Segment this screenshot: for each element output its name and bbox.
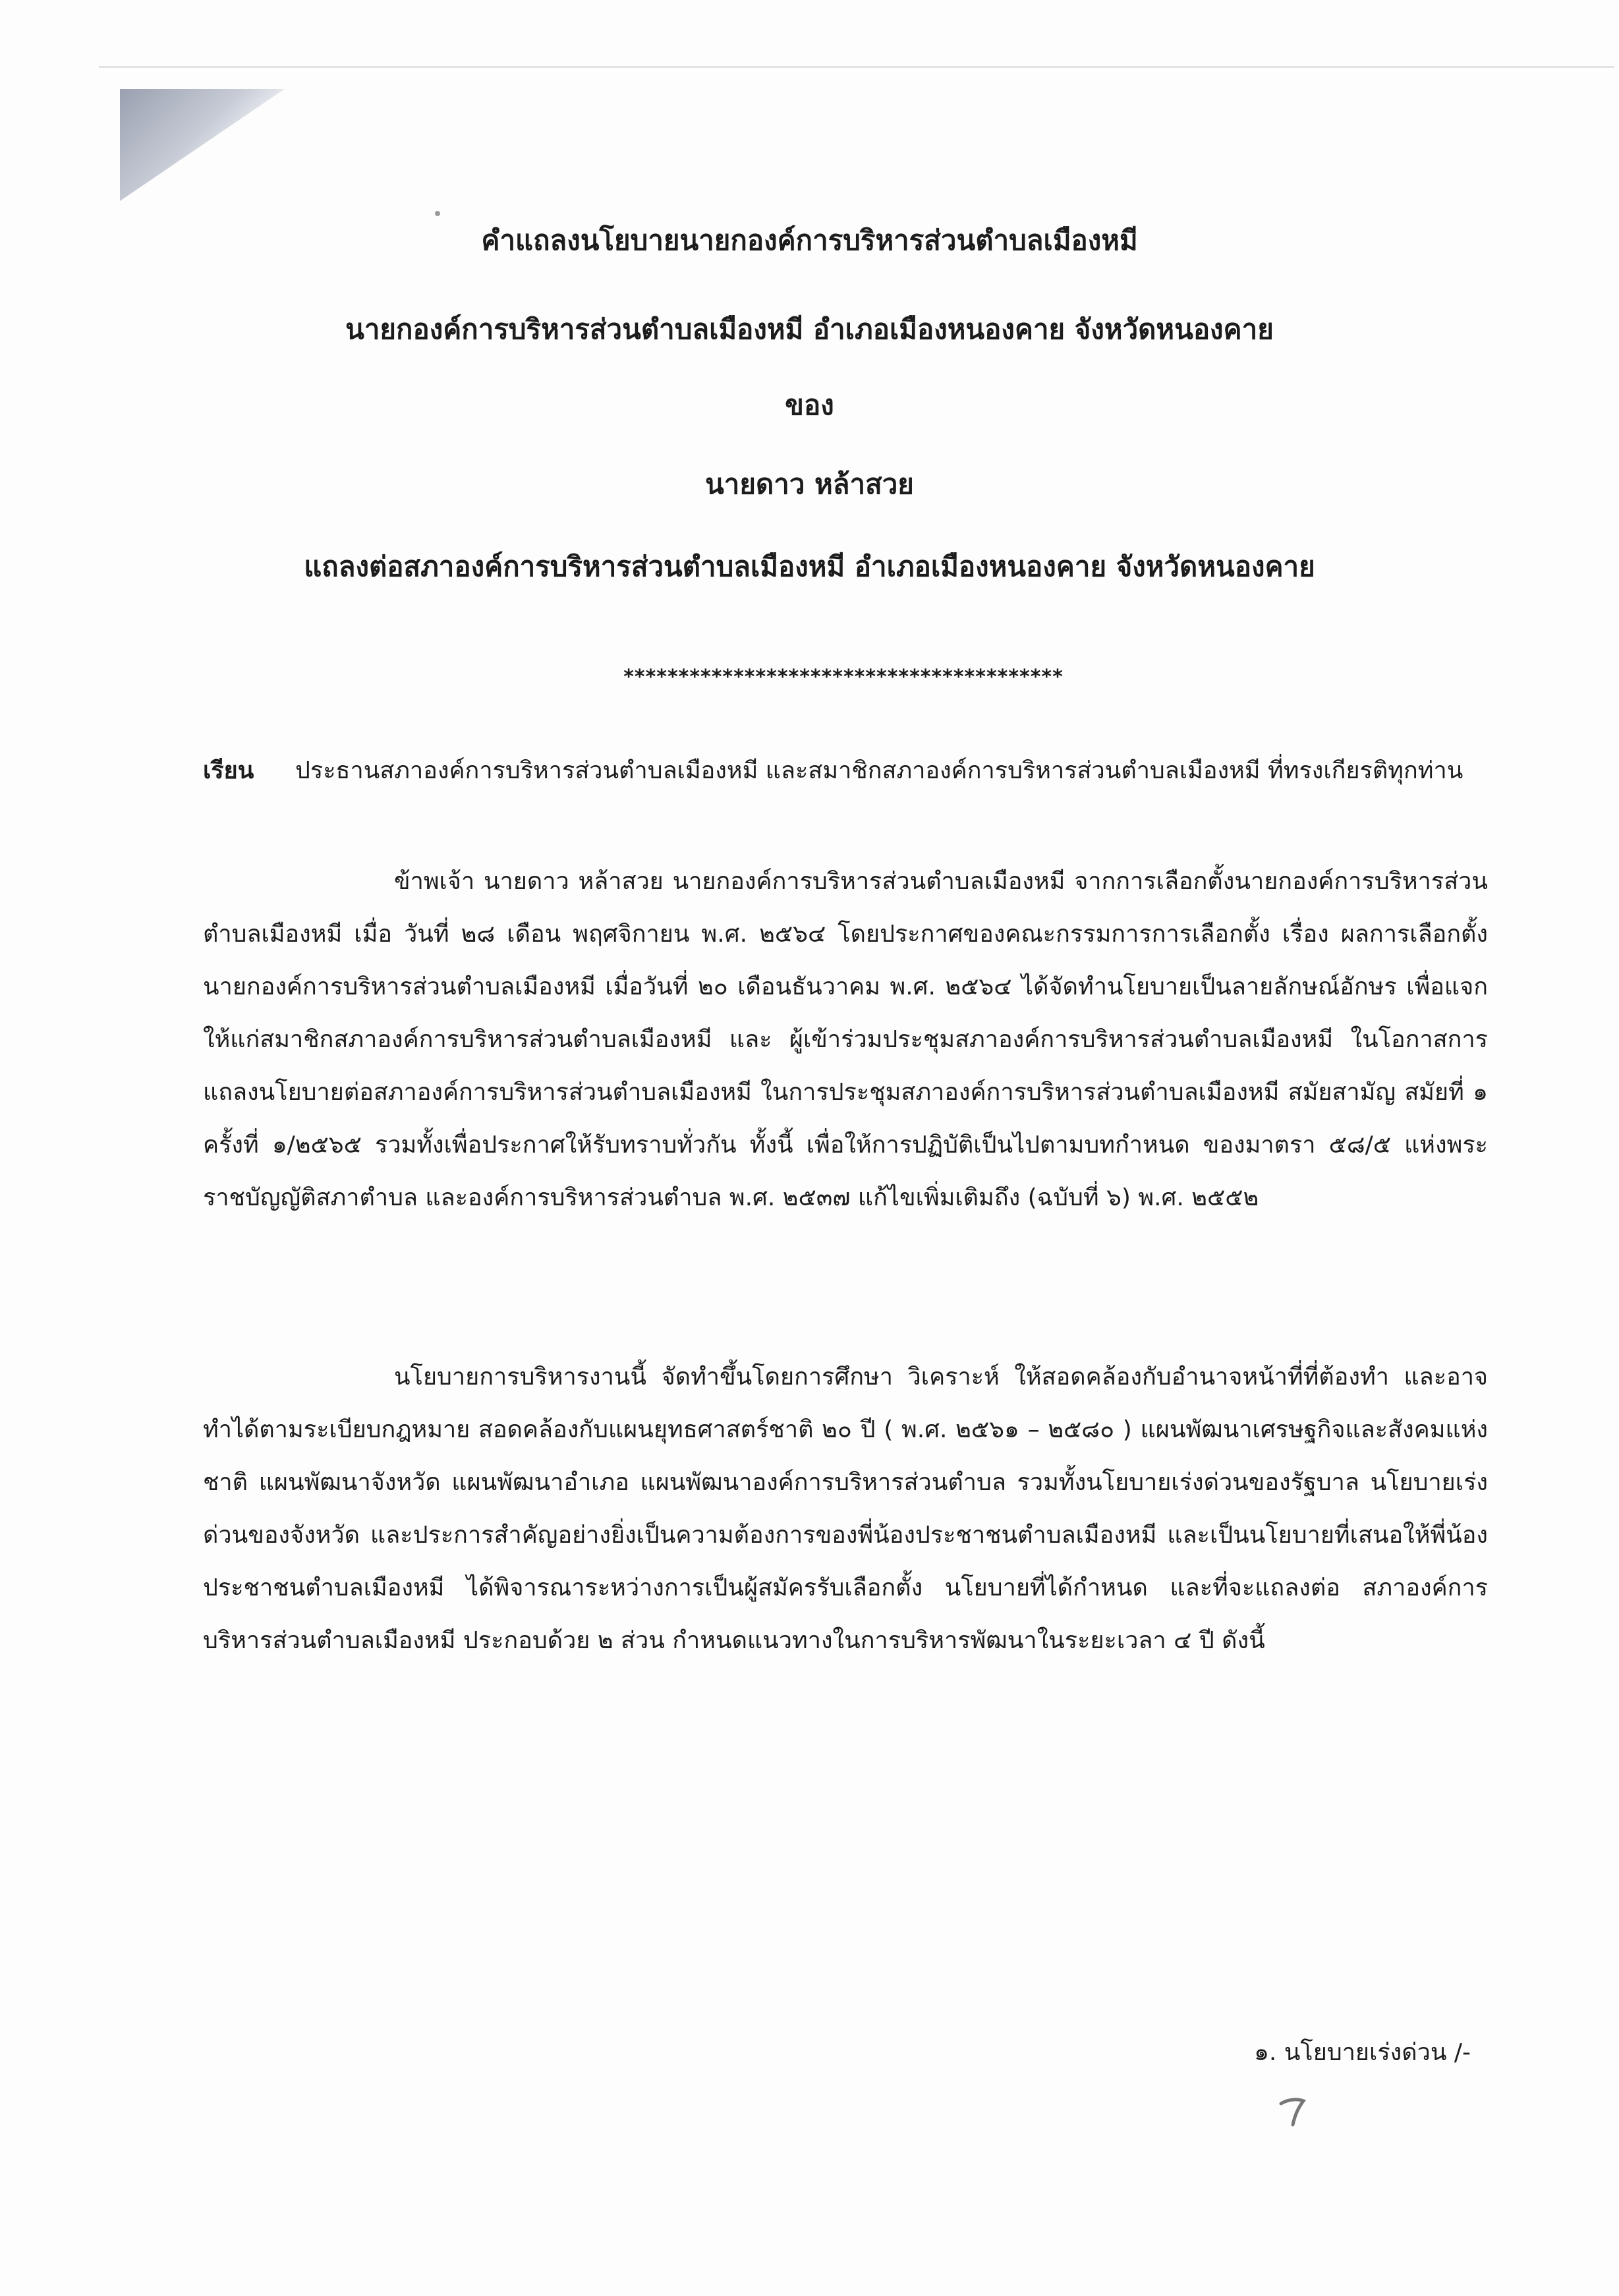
salutation [203,745,1488,797]
title-line-5: แถลงต่อสภาองค์การบริหารส่วนตำบลเมืองหมี อำเภอเมืองหนองคาย จังหวัดหนองคาย [304,550,1315,583]
title-line-4: นายดาว หล้าสวย [705,468,914,500]
title-line-1: คำแถลงนโยบายนายกองค์การบริหารส่วนตำบลเมืองหมี [481,224,1138,256]
handwritten-mark-icon [1277,2096,1309,2133]
title-line-2: นายกองค์การบริหารส่วนตำบลเมืองหมี อำเภอเมืองหนองคาย จังหวัดหนองคาย [345,313,1274,345]
salutation-text: ประธานสภาองค์การบริหารส่วนตำบลเมืองหมี และสมาชิกสภาองค์การบริหารส่วนตำบลเมืองหมี ที่ทรงเกียรติทุกท่าน [295,757,1463,784]
page-continuation-footer: ๑. นโยบายเร่งด่วน /- [1254,2039,1471,2066]
scan-edge-line [99,66,1614,68]
paragraph-1: ข้าพเจ้า นายดาว หล้าสวย นายกองค์การบริหารส่วนตำบลเมืองหมี จากการเลือกตั้งนายกองค์การบริหารส่วนตำบลเมืองหมี เมื่อ วันที่ ๒๘ เดือน พฤศจิกายน พ.ศ. ๒๕๖๔ โดยประกาศของคณะกรรมการการเลือกตั้ง เรื่อง ผลการเลือกตั้งนายกองค์การบริหารส่วนตำบลเมืองหมี เมื่อวันที่ ๒๐ เดือนธันวาคม พ.ศ. ๒๕๖๔ ได้จัดทำนโยบายเป็นลายลักษณ์อักษร เพื่อแจกให้แก่สมาชิกสภาองค์การบริหารส่วนตำบลเมืองหมี และ ผู้เข้าร่วมประชุมสภาองค์การบริหารส่วนตำบลเมืองหมี ในโอกาสการแถลงนโยบายต่อสภาองค์การบริหารส่วนตำบลเมืองหมี ในการประชุมสภาองค์การบริหารส่วนตำบลเมืองหมี สมัยสามัญ สมัยที่ ๑ ครั้งที่ ๑/๒๕๖๕ รวมทั้งเพื่อประกาศให้รับทราบทั่วกัน ทั้งนี้ เพื่อให้การปฏิบัติเป็นไปตามบทกำหนด ของมาตรา ๕๘/๕ แห่งพระราชบัญญัติสภาตำบล และองค์การบริหารส่วนตำบล พ.ศ. ๒๕๓๗ แก้ไขเพิ่มเติมถึง (ฉบับที่ ๖) พ.ศ. ๒๕๕๒ [203,868,1488,1211]
paragraph-2: นโยบายการบริหารงานนี้ จัดทำขึ้นโดยการศึกษา วิเคราะห์ ให้สอดคล้องกับอำนาจหน้าที่ที่ต้องทำ และอาจทำได้ตามระเบียบกฎหมาย สอดคล้องกับแผนยุทธศาสตร์ชาติ ๒๐ ปี ( พ.ศ. ๒๕๖๑ – ๒๕๘๐ ) แผนพัฒนาเศรษฐกิจและสังคมแห่งชาติ แผนพัฒนาจังหวัด แผนพัฒนาอำเภอ แผนพัฒนาองค์การบริหารส่วนตำบล รวมทั้งนโยบายเร่งด่วนของรัฐบาล นโยบายเร่งด่วนของจังหวัด และประการสำคัญอย่างยิ่งเป็นความต้องการของพี่น้องประชาชนตำบลเมืองหมี และเป็นนโยบายที่เสนอให้พี่น้องประชาชนตำบลเมืองหมี ได้พิจารณาระหว่างการเป็นผู้สมัครรับเลือกตั้ง นโยบายที่ได้กำหนด และที่จะแถลงต่อ สภาองค์การบริหารส่วนตำบลเมืองหมี ประกอบด้วย ๒ ส่วน กำหนดแนวทางในการบริหารพัฒนาในระยะเวลา ๔ ปี ดังนี้ [203,1363,1488,1654]
title-line-3: ของ [785,389,834,421]
scan-corner-shadow [120,89,285,201]
scan-speck [435,211,440,216]
asterisk-divider: **************************************** [623,666,1064,689]
salutation-label: เรียน [203,757,254,784]
